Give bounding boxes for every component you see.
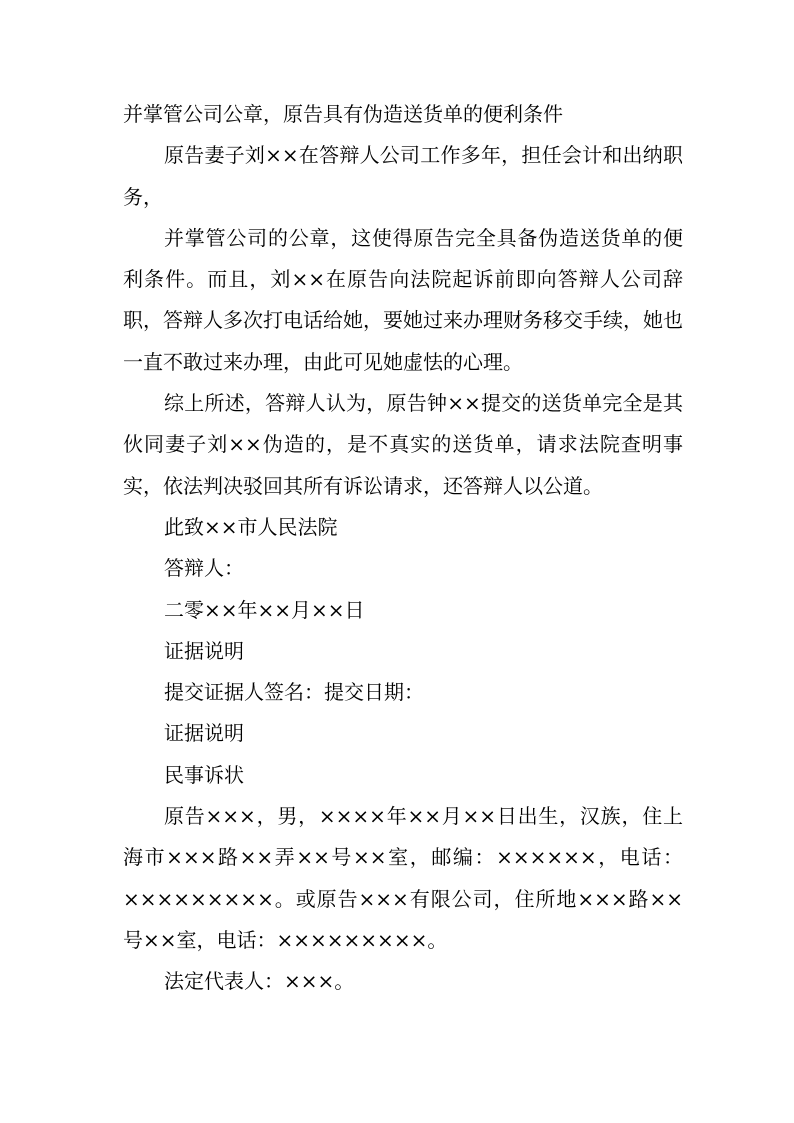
paragraph-12: 原告×××，男，××××年××月××日出生，汉族，住上海市×××路××弄××号××室，邮编：××××××，电话：×××××××××。或原告×××有限公司，住所地×××路××号××室，电话：×××××××××。 <box>123 804 683 952</box>
document-body <box>123 94 683 1003</box>
paragraph-6: 答辩人： <box>164 556 244 581</box>
paragraph-1: 并掌管公司公章，原告具有伪造送货单的便利条件 <box>123 102 563 126</box>
paragraph-5: 此致××市人民法院 <box>164 514 338 539</box>
paragraph-11: 民事诉状 <box>164 762 244 787</box>
paragraph-3: 并掌管公司的公章，这使得原告完全具备伪造送货单的便利条件。而且，刘××在原告向法院起诉前即向答辩人公司辞职，答辩人多次打电话给她，要她过来办理财务移交手续，她也一直不敢过来办理，由此可见她虚怯的心理。 <box>123 225 683 374</box>
paragraph-7: 二零××年××月××日 <box>164 597 365 622</box>
paragraph-10: 证据说明 <box>164 721 244 746</box>
paragraph-9: 提交证据人签名：提交日期： <box>164 680 424 705</box>
paragraph-13: 法定代表人：×××。 <box>164 969 355 994</box>
paragraph-8: 证据说明 <box>164 638 244 663</box>
paragraph-4: 综上所述，答辩人认为，原告钟××提交的送货单完全是其伙同妻子刘××伪造的，是不真实的送货单，请求法院查明事实，依法判决驳回其所有诉讼请求，还答辩人以公道。 <box>123 391 683 498</box>
paragraph-2: 原告妻子刘××在答辩人公司工作多年，担任会计和出纳职务， <box>123 143 683 209</box>
